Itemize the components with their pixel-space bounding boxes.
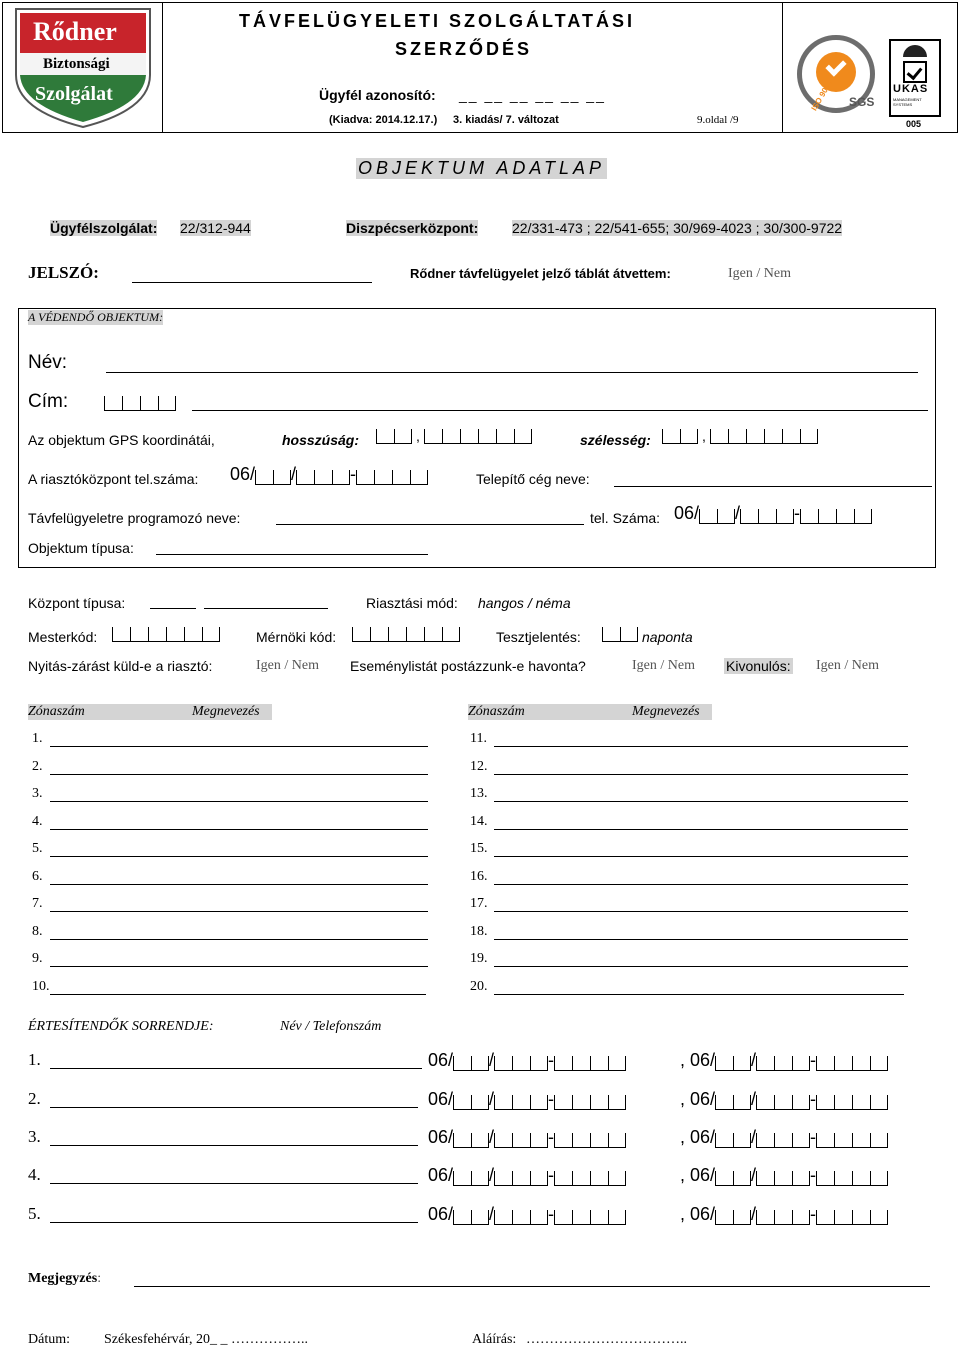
notify-row-number: 1. xyxy=(28,1050,41,1069)
zone-number: 9. xyxy=(32,951,43,966)
zone-number: 4. xyxy=(32,814,43,829)
zone-number: 2. xyxy=(32,759,43,774)
client-id-label: Ügyfél azonosító: xyxy=(319,87,436,103)
document-header xyxy=(2,2,958,133)
notify-phone-2[interactable]: , 06/ / - xyxy=(680,1204,888,1225)
signature-field[interactable]: …………………………….. xyxy=(526,1332,687,1347)
sign-received-choice[interactable]: Igen / Nem xyxy=(728,266,791,281)
notify-title: ÉRTESÍTENDŐK SORRENDJE: xyxy=(28,1019,214,1034)
zone-number: 3. xyxy=(32,786,43,801)
notify-phone-2[interactable]: , 06/ / - xyxy=(680,1127,888,1148)
installer-field[interactable] xyxy=(614,486,932,487)
programmer-label: Távfelügyeletre programozó neve: xyxy=(28,510,241,526)
zone-number: 8. xyxy=(32,924,43,939)
alarm-mode-label: Riasztási mód: xyxy=(366,595,458,611)
zone-name-col-label: Megnevezés xyxy=(192,704,260,719)
date-value[interactable]: Székesfehérvár, 20_ _ …………….. xyxy=(104,1332,308,1347)
zone-name-field[interactable] xyxy=(494,801,908,802)
dispatch-label: Diszpécserközpont: xyxy=(346,220,479,236)
name-label: Név: xyxy=(28,352,68,373)
event-list-label: Eseménylistát postázzunk-e havonta? xyxy=(350,658,586,674)
zone-name-field[interactable] xyxy=(494,829,908,830)
zone-header-left xyxy=(28,704,272,720)
doc-title-2: SZERZŐDÉS xyxy=(395,39,533,59)
dispatch-numbers: 22/331-473 ; 22/541-655; 30/969-4023 ; 30/300-9722 xyxy=(512,220,843,236)
central-type-field-1[interactable] xyxy=(150,608,196,609)
zone-name-field[interactable] xyxy=(50,994,426,995)
zone-name-field[interactable] xyxy=(494,911,908,912)
notify-name-field[interactable] xyxy=(50,1145,418,1146)
logo-line3: Szolgálat xyxy=(35,83,113,105)
zone-name-field[interactable] xyxy=(494,939,908,940)
zone-number: 16. xyxy=(470,869,488,884)
open-close-label: Nyitás-zárást küld-e a riasztó: xyxy=(28,658,213,674)
zone-number: 5. xyxy=(32,841,43,856)
zone-number: 18. xyxy=(470,924,488,939)
zone-name-field[interactable] xyxy=(50,746,428,747)
date-label: Dátum: xyxy=(28,1332,70,1347)
password-field[interactable] xyxy=(132,282,372,283)
notify-name-field[interactable] xyxy=(50,1183,418,1184)
form-title: OBJEKTUM ADATLAP xyxy=(358,158,606,178)
zone-number: 10. xyxy=(32,979,50,994)
sgs-label: SGS xyxy=(849,95,875,109)
zone-name-field[interactable] xyxy=(494,884,908,885)
signature-label: Aláírás: xyxy=(472,1332,517,1347)
iso-label: ISO 9001 xyxy=(809,78,835,113)
master-code-label: Mesterkód: xyxy=(28,629,98,645)
page-number: 9.oldal /9 xyxy=(697,114,739,126)
notes-label xyxy=(28,1271,101,1287)
service-number: 22/312-944 xyxy=(180,220,251,236)
ukas-sub: MANAGEMENT SYSTEMS xyxy=(893,97,922,107)
zone-name-field[interactable] xyxy=(50,884,428,885)
issue-date: (Kiadva: 2014.12.17.) xyxy=(329,114,438,126)
name-field[interactable] xyxy=(106,372,918,373)
test-report-label: Tesztjelentés: xyxy=(496,629,581,645)
zone-number: 13. xyxy=(470,786,488,801)
callout-label: Kivonulós: xyxy=(726,658,791,674)
zone-number: 20. xyxy=(470,979,488,994)
service-label: Ügyfélszolgálat: xyxy=(50,220,158,236)
zone-name-field[interactable] xyxy=(494,774,908,775)
zone-col-label: Zónaszám xyxy=(28,704,85,719)
ukas-label: UKAS xyxy=(893,83,929,95)
zone-col-label: Zónaszám xyxy=(468,704,525,719)
logo-cell xyxy=(3,3,163,132)
zone-number: 1. xyxy=(32,731,43,746)
edition: 3. kiadás/ 7. változat xyxy=(453,114,559,126)
notify-phone-2[interactable]: , 06/ / - xyxy=(680,1089,888,1110)
zone-number: 19. xyxy=(470,951,488,966)
programmer-phone-boxes[interactable]: 06/ / - xyxy=(674,503,872,524)
zone-name-field[interactable] xyxy=(50,856,428,857)
zone-number: 14. xyxy=(470,814,488,829)
alarm-mode-value[interactable]: hangos / néma xyxy=(478,595,571,611)
zone-number: 7. xyxy=(32,896,43,911)
notes-label-text: Megjegyzés xyxy=(28,1271,98,1286)
alarm-phone-label: A riasztóközpont tel.száma: xyxy=(28,471,199,487)
test-report-boxes[interactable] xyxy=(602,624,638,642)
object-type-field[interactable] xyxy=(156,554,428,555)
notify-phone-1[interactable]: 06/ / - xyxy=(428,1127,626,1148)
notify-phone-1[interactable]: 06/ / - xyxy=(428,1204,626,1225)
address-label: Cím: xyxy=(28,391,69,412)
test-report-unit: naponta xyxy=(642,629,693,645)
certificate-cell xyxy=(782,3,957,132)
installer-label: Telepítő cég neve: xyxy=(476,471,590,487)
notify-subtitle: Név / Telefonszám xyxy=(280,1019,382,1034)
zone-name-field[interactable] xyxy=(50,966,428,967)
central-type-field-2[interactable] xyxy=(204,608,328,609)
programmer-phone-label: tel. Száma: xyxy=(590,510,661,526)
longitude-boxes[interactable]: , xyxy=(376,428,532,444)
notify-name-field[interactable] xyxy=(50,1107,418,1108)
zone-number: 17. xyxy=(470,896,488,911)
logo-line2: Biztonsági xyxy=(43,56,110,72)
zone-number: 11. xyxy=(470,731,487,746)
sign-received-label: Rődner távfelügyelet jelző táblát átvettem: xyxy=(410,266,671,281)
master-code-boxes[interactable] xyxy=(112,624,220,642)
zone-name-field[interactable] xyxy=(494,966,908,967)
central-type-label: Központ típusa: xyxy=(28,595,126,611)
zone-name-col-label: Megnevezés xyxy=(632,704,700,719)
cert-number: 005 xyxy=(906,119,922,129)
password-label: JELSZÓ: xyxy=(28,263,99,282)
address-field[interactable] xyxy=(192,410,928,411)
zone-name-field[interactable] xyxy=(50,774,428,775)
zone-name-field[interactable] xyxy=(50,829,428,830)
zone-number: 12. xyxy=(470,759,488,774)
notify-row-number: 3. xyxy=(28,1127,41,1146)
zone-name-field[interactable] xyxy=(50,911,428,912)
programmer-field[interactable] xyxy=(276,524,584,525)
doc-title-1: TÁVFELÜGYELETI SZOLGÁLTATÁSI xyxy=(239,11,635,31)
notes-field[interactable] xyxy=(134,1286,930,1287)
notify-name-field[interactable] xyxy=(50,1068,422,1069)
zone-name-field[interactable] xyxy=(50,801,428,802)
zone-number: 6. xyxy=(32,869,43,884)
engineer-code-boxes[interactable] xyxy=(352,624,460,642)
notify-row-number: 4. xyxy=(28,1165,41,1184)
alarm-phone-boxes[interactable]: 06/ / - xyxy=(230,464,428,485)
notify-phone-2[interactable]: , 06/ / - xyxy=(680,1165,888,1186)
latitude-label: szélesség: xyxy=(580,432,651,448)
open-close-choice[interactable]: Igen / Nem xyxy=(256,658,319,673)
notes-colon: : xyxy=(97,1271,102,1286)
notify-row-number: 2. xyxy=(28,1089,41,1108)
gps-label: Az objektum GPS koordinátái, xyxy=(28,432,215,448)
notify-phone-1[interactable]: 06/ / - xyxy=(428,1050,626,1071)
notify-row-number: 5. xyxy=(28,1204,41,1223)
engineer-code-label: Mérnöki kód: xyxy=(256,629,337,645)
notify-phone-2[interactable]: , 06/ / - xyxy=(680,1050,888,1071)
event-list-choice[interactable]: Igen / Nem xyxy=(632,658,695,673)
object-section-label: A VÉDENDŐ OBJEKTUM: xyxy=(28,310,164,324)
zone-number: 15. xyxy=(470,841,488,856)
zip-boxes[interactable] xyxy=(104,393,176,411)
latitude-boxes[interactable]: , xyxy=(662,428,818,444)
zone-name-field[interactable] xyxy=(494,994,904,995)
longitude-label: hosszúság: xyxy=(282,432,360,448)
zone-name-field[interactable] xyxy=(494,746,908,747)
zone-header-right xyxy=(468,704,712,720)
callout-choice[interactable]: Igen / Nem xyxy=(816,658,879,673)
zone-name-field[interactable] xyxy=(50,939,428,940)
notify-phone-1[interactable]: 06/ / - xyxy=(428,1089,626,1110)
notify-name-field[interactable] xyxy=(50,1222,418,1223)
logo-brand: Rődner xyxy=(33,17,117,46)
client-id-blanks[interactable]: __ __ __ __ __ __ xyxy=(459,87,606,103)
object-type-label: Objektum típusa: xyxy=(28,540,134,556)
zone-name-field[interactable] xyxy=(494,856,908,857)
notify-phone-1[interactable]: 06/ / - xyxy=(428,1165,626,1186)
